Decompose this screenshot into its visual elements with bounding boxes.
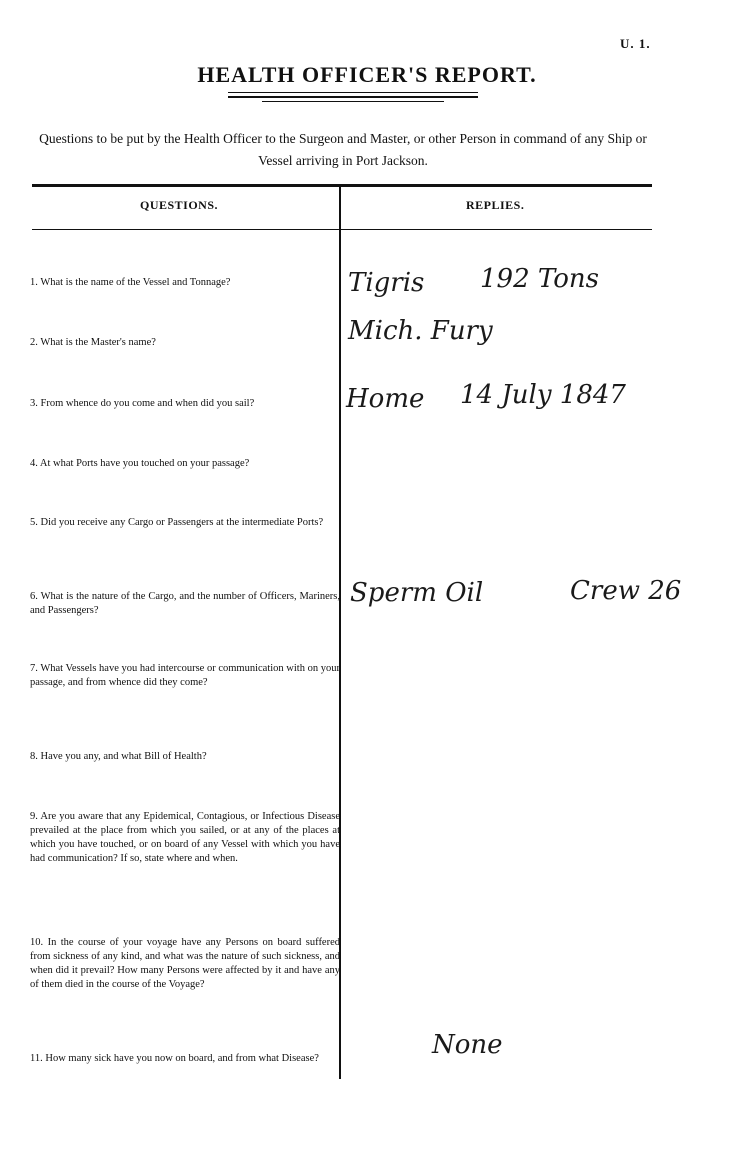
question-11 <box>30 1052 340 1066</box>
header-thin-rule <box>32 229 652 230</box>
question-text: What is the Master's name? <box>40 337 156 348</box>
form-code: U. 1. <box>620 36 651 51</box>
reply-6-crew: Crew 26 <box>570 576 682 606</box>
question-9 <box>30 810 340 866</box>
question-number: 11. <box>30 1053 43 1064</box>
question-text: At what Ports have you touched on your passage? <box>39 458 250 469</box>
question-8 <box>30 750 340 764</box>
question-number: 9. <box>30 811 38 822</box>
question-number: 5. <box>30 517 38 528</box>
title-rule-mid <box>228 96 478 98</box>
question-3 <box>30 397 340 411</box>
reply-3-origin: Home <box>346 384 425 414</box>
question-text: What is the nature of the Cargo, and the number of Officers, Mariners, and Passengers? <box>30 591 340 616</box>
reply-1-tonnage: 192 Tons <box>480 264 599 294</box>
intro-text: Questions to be put by the Health Officer to the Surgeon and Master, or other Person in command of any Ship or Vessel arriving in Port Jackson. <box>39 131 647 168</box>
question-number: 3. <box>30 398 38 409</box>
questions-column-header: QUESTIONS. <box>140 198 219 212</box>
replies-column-header: REPLIES. <box>466 198 525 212</box>
question-number: 7. <box>30 663 38 674</box>
question-text: Did you receive any Cargo or Passengers at the intermediate Ports? <box>40 517 324 528</box>
question-5 <box>30 516 340 530</box>
question-1 <box>30 276 340 290</box>
question-text: In the course of your voyage have any Persons on board suffered from sickness of any kind, and what was the nature of such sickness, and when did it prevail? How many Persons were affected by it and have any of them died in the course of the Voyage? <box>30 937 341 990</box>
question-2 <box>30 336 340 350</box>
question-number: 4. <box>30 458 38 469</box>
reply-2-master-name: Mich. Fury <box>348 316 493 346</box>
question-text: Are you aware that any Epidemical, Contagious, or Infectious Disease prevailed at the place from which you sailed, or at any of the places at which you have touched, or on board of any Vessel with which you have had communication? If so, state where and when. <box>30 811 341 864</box>
reply-3-sail-date: 14 July 1847 <box>460 380 626 410</box>
question-text: How many sick have you now on board, and from what Disease? <box>45 1053 319 1064</box>
header-thick-rule <box>32 184 652 187</box>
question-number: 2. <box>30 337 38 348</box>
reply-6-cargo: Sperm Oil <box>350 578 484 608</box>
reply-11-sick: None <box>432 1030 503 1060</box>
question-text: What Vessels have you had intercourse or communication with on your passage, and from whence did they come? <box>30 663 340 688</box>
question-6 <box>30 590 340 618</box>
title-rule-top <box>228 92 478 93</box>
question-number: 1. <box>30 277 38 288</box>
page-title: HEALTH OFFICER'S REPORT. <box>197 62 537 87</box>
question-10 <box>30 936 340 992</box>
question-number: 8. <box>30 751 38 762</box>
question-text: Have you any, and what Bill of Health? <box>40 751 207 762</box>
reply-1-vessel-name: Tigris <box>348 268 425 298</box>
question-text: What is the name of the Vessel and Tonnage? <box>40 277 231 288</box>
question-7 <box>30 662 340 690</box>
question-number: 10. <box>30 937 44 948</box>
question-4 <box>30 457 340 471</box>
question-number: 6. <box>30 591 38 602</box>
question-text: From whence do you come and when did you sail? <box>40 398 255 409</box>
title-rule-bottom <box>262 101 444 102</box>
